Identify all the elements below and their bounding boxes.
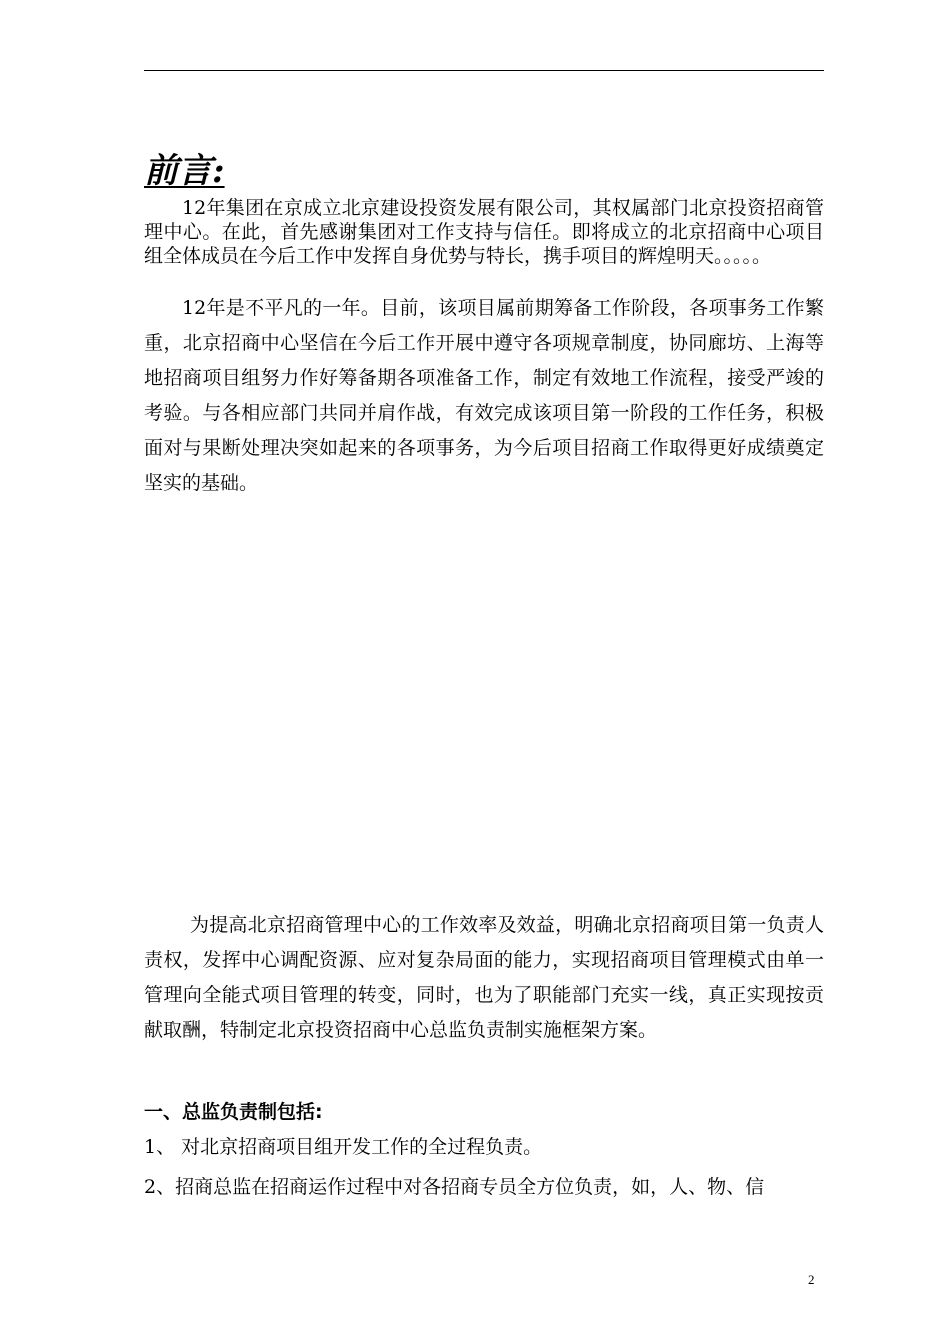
preface-title: 前言: <box>144 151 225 191</box>
list-item: 2、招商总监在招商运作过程中对各招商专员全方位负责，如，人、物、信 <box>144 1176 765 1198</box>
intro-paragraph <box>144 908 824 1048</box>
header-rule <box>144 70 824 71</box>
preface-paragraph-2-text: 12年是不平凡的一年。目前，该项目属前期筹备工作阶段，各项事务工作繁重，北京招商中心坚信在今后工作开展中遵守各项规章制度，协同廊坊、上海等地招商项目组努力作好筹备期各项准备工作，制定有效地工作流程，接受严竣的考验。与各相应部门共同并肩作战，有效完成该项目第一阶段的工作任务，积极面对与果断处理决突如起来的各项事务，为今后项目招商工作取得更好成绩奠定坚实的基础。 <box>144 297 824 494</box>
section-heading: 一、总监负责制包括: <box>144 1101 323 1123</box>
preface-paragraph-1-text: 12年集团在京成立北京建设投资发展有限公司，其权属部门北京投资招商管理中心。在此，首先感谢集团对工作支持与信任。即将成立的北京招商中心项目组全体成员在今后工作中发挥自身优势与特长，携手项目的辉煌明天。。。。。 <box>144 197 824 267</box>
preface-paragraph-2 <box>144 291 824 501</box>
list-item: 1、 对北京招商项目组开发工作的全过程负责。 <box>144 1136 543 1158</box>
intro-paragraph-text: 为提高北京招商管理中心的工作效率及效益，明确北京招商项目第一负责人责权，发挥中心调配资源、应对复杂局面的能力，实现招商项目管理模式由单一管理向全能式项目管理的转变，同时，也为了职能部门充实一线，真正实现按贡献取酬，特制定北京投资招商中心总监负责制实施框架方案。 <box>144 914 824 1041</box>
preface-paragraph-1 <box>144 196 824 268</box>
page-number: 2 <box>808 1272 815 1287</box>
